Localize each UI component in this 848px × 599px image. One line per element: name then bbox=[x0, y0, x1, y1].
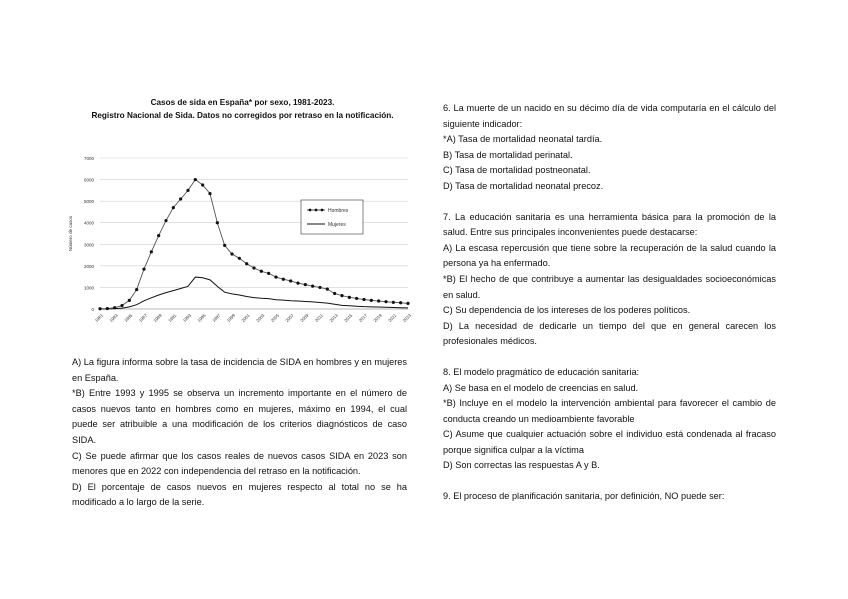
data-point-hombres bbox=[406, 302, 409, 305]
legend-box bbox=[301, 200, 363, 234]
data-point-hombres bbox=[370, 299, 373, 302]
q7-option-d[interactable]: D) La necesidad de dedicarle un tiempo del que en general carecen los profesionales médicos. bbox=[443, 320, 776, 347]
q8-option-d[interactable]: D) Son correctas las respuestas A y B. bbox=[443, 460, 600, 471]
x-tick-label: 1997 bbox=[211, 312, 222, 324]
q6-option-c[interactable]: C) Tasa de mortalidad postneonatal. bbox=[443, 165, 591, 176]
aids-cases-line-chart bbox=[58, 150, 418, 335]
x-tick-label: 2003 bbox=[255, 312, 266, 324]
x-tick-label: 1987 bbox=[137, 312, 149, 324]
chart-title-line-2: Registro Nacional de Sida. Datos no corregidos por retraso en la notificación. bbox=[91, 111, 394, 120]
x-tick-label: 2011 bbox=[313, 312, 324, 323]
legend-marker-hombres bbox=[309, 209, 312, 212]
x-tick-label: 1993 bbox=[181, 312, 193, 324]
x-tick-label: 1989 bbox=[152, 312, 163, 324]
legend-marker-hombres bbox=[321, 209, 324, 212]
q7-option-c[interactable]: C) Su dependencia de los intereses de los poderes políticos. bbox=[443, 305, 691, 316]
data-point-hombres bbox=[157, 234, 160, 237]
data-point-hombres bbox=[260, 270, 263, 273]
legend-label-hombres: Hombres bbox=[328, 208, 349, 214]
q8-option-a[interactable]: A) Se basa en el modelo de creencias en salud. bbox=[443, 382, 639, 393]
data-point-hombres bbox=[172, 206, 175, 209]
x-tick-label: 2013 bbox=[328, 312, 339, 324]
y-tick-label: 2000 bbox=[83, 263, 94, 269]
data-point-hombres bbox=[179, 197, 182, 200]
q5-option-d[interactable]: D) El porcentaje de casos nuevos en mujeres respecto al total no se ha modificado a lo largo de la serie. bbox=[72, 481, 407, 508]
data-point-hombres bbox=[98, 307, 101, 310]
x-tick-label: 1999 bbox=[225, 312, 237, 324]
x-tick-label: 2001 bbox=[240, 312, 251, 324]
question-8-title: 8. El modelo pragmático de educación sanitaria: bbox=[443, 366, 640, 377]
question-7 bbox=[443, 210, 776, 350]
x-tick-label: 2009 bbox=[299, 312, 310, 324]
y-axis-title: Número de casos bbox=[68, 215, 73, 252]
y-tick-label: 0 bbox=[91, 307, 94, 312]
data-point-hombres bbox=[362, 298, 365, 301]
question-6 bbox=[443, 101, 776, 195]
data-point-hombres bbox=[164, 219, 167, 222]
x-tick-label: 1995 bbox=[196, 312, 207, 324]
q7-option-a[interactable]: A) La escasa repercusión que tiene sobre la recuperación de la salud cuando la persona ya ha enfermado. bbox=[443, 242, 776, 269]
y-tick-label: 5000 bbox=[83, 199, 94, 205]
data-point-hombres bbox=[106, 307, 109, 310]
x-tick-label: 1981 bbox=[93, 312, 105, 324]
data-point-hombres bbox=[392, 301, 395, 304]
question-5-options bbox=[72, 355, 407, 511]
legend-marker-hombres bbox=[315, 209, 318, 212]
x-tick-label: 2005 bbox=[269, 312, 281, 324]
data-point-hombres bbox=[245, 262, 248, 265]
data-point-hombres bbox=[274, 275, 277, 278]
data-point-hombres bbox=[355, 297, 358, 300]
x-tick-label: 1985 bbox=[123, 312, 134, 324]
questions-column bbox=[443, 101, 776, 505]
x-tick-label: 2021 bbox=[387, 312, 398, 324]
data-point-hombres bbox=[252, 266, 255, 269]
data-point-hombres bbox=[135, 288, 138, 291]
y-tick-label: 3000 bbox=[83, 242, 94, 248]
chart-title-line-1: Casos de sida en España* por sexo, 1981-2023. bbox=[150, 98, 335, 107]
q6-option-b[interactable]: B) Tasa de mortalidad perinatal. bbox=[443, 149, 573, 160]
data-point-hombres bbox=[282, 278, 285, 281]
data-point-hombres bbox=[223, 244, 226, 247]
data-point-hombres bbox=[311, 285, 314, 288]
q8-option-b[interactable]: *B) Incluye en el modelo la intervención ambiental para favorecer el cambio de conducta creando un medioambiente favorable bbox=[443, 398, 776, 424]
q6-option-a[interactable]: *A) Tasa de mortalidad neonatal tardía. bbox=[443, 134, 603, 145]
y-tick-label: 1000 bbox=[83, 285, 94, 291]
data-point-hombres bbox=[113, 306, 116, 309]
data-point-hombres bbox=[208, 192, 211, 195]
data-point-hombres bbox=[340, 294, 343, 297]
data-point-hombres bbox=[377, 299, 380, 302]
data-point-hombres bbox=[238, 257, 241, 260]
data-point-hombres bbox=[326, 288, 329, 291]
q5-option-b[interactable]: *B) Entre 1993 y 1995 se observa un incremento importante en el número de casos nuevos tanto en hombres como en mujeres, máximo en 1994, el cual puede ser atribuible a una modificación de los criterios diagnósticos de caso SIDA. bbox=[72, 388, 407, 445]
x-tick-label: 2017 bbox=[357, 312, 369, 324]
question-6-title: 6. La muerte de un nacido en su décimo día de vida computaría en el cálculo del siguiente indicador: bbox=[443, 103, 776, 129]
data-point-hombres bbox=[201, 183, 204, 186]
q8-option-c[interactable]: C) Asume que cualquier actuación sobre el individuo está condenada al fracaso porque significa culpar a la víctima bbox=[443, 429, 776, 455]
x-tick-label: 1983 bbox=[108, 312, 119, 324]
x-tick-label: 2007 bbox=[284, 312, 295, 324]
q7-option-b[interactable]: *B) El hecho de que contribuye a aumentar las desigualdades socioeconómicas en salud. bbox=[443, 273, 776, 300]
q5-option-a[interactable]: A) La figura informa sobre la tasa de incidencia de SIDA en hombres y en mujeres en España. bbox=[72, 357, 407, 383]
data-point-hombres bbox=[384, 300, 387, 303]
data-point-hombres bbox=[267, 272, 270, 275]
data-point-hombres bbox=[230, 252, 233, 255]
x-tick-label: 2023 bbox=[401, 312, 413, 324]
y-tick-label: 7000 bbox=[83, 156, 94, 161]
x-tick-label: 2015 bbox=[343, 312, 354, 324]
data-point-hombres bbox=[120, 304, 123, 307]
data-point-hombres bbox=[296, 282, 299, 285]
y-tick-label: 4000 bbox=[83, 220, 94, 226]
question-9-title: 9. El proceso de planificación sanitaria, por definición, NO puede ser: bbox=[443, 491, 725, 502]
data-point-hombres bbox=[318, 286, 321, 289]
y-tick-label: 6000 bbox=[83, 177, 94, 183]
q5-option-c[interactable]: C) Se puede afirmar que los casos reales de nuevos casos SIDA en 2023 son menores que en 2022 con independencia del retraso en la notificación. bbox=[72, 450, 407, 477]
data-point-hombres bbox=[399, 301, 402, 304]
question-9 bbox=[443, 489, 776, 505]
chart-title bbox=[70, 96, 415, 122]
series-line-mujeres bbox=[100, 277, 408, 309]
data-point-hombres bbox=[333, 292, 336, 295]
x-tick-label: 1991 bbox=[167, 312, 178, 324]
question-8 bbox=[443, 365, 776, 474]
x-tick-label: 2019 bbox=[372, 312, 383, 324]
q6-option-d[interactable]: D) Tasa de mortalidad neonatal precoz. bbox=[443, 180, 604, 191]
data-point-hombres bbox=[142, 267, 145, 270]
question-7-title: 7. La educación sanitaria es una herramienta básica para la promoción de la salud. Entre sus principales inconvenientes puede destacarse: bbox=[443, 211, 776, 238]
legend-label-mujeres: Mujeres bbox=[328, 222, 346, 228]
data-point-hombres bbox=[216, 221, 219, 224]
data-point-hombres bbox=[150, 250, 153, 253]
data-point-hombres bbox=[348, 296, 351, 299]
data-point-hombres bbox=[289, 279, 292, 282]
data-point-hombres bbox=[128, 299, 131, 302]
data-point-hombres bbox=[186, 189, 189, 192]
data-point-hombres bbox=[304, 283, 307, 286]
data-point-hombres bbox=[194, 178, 197, 181]
